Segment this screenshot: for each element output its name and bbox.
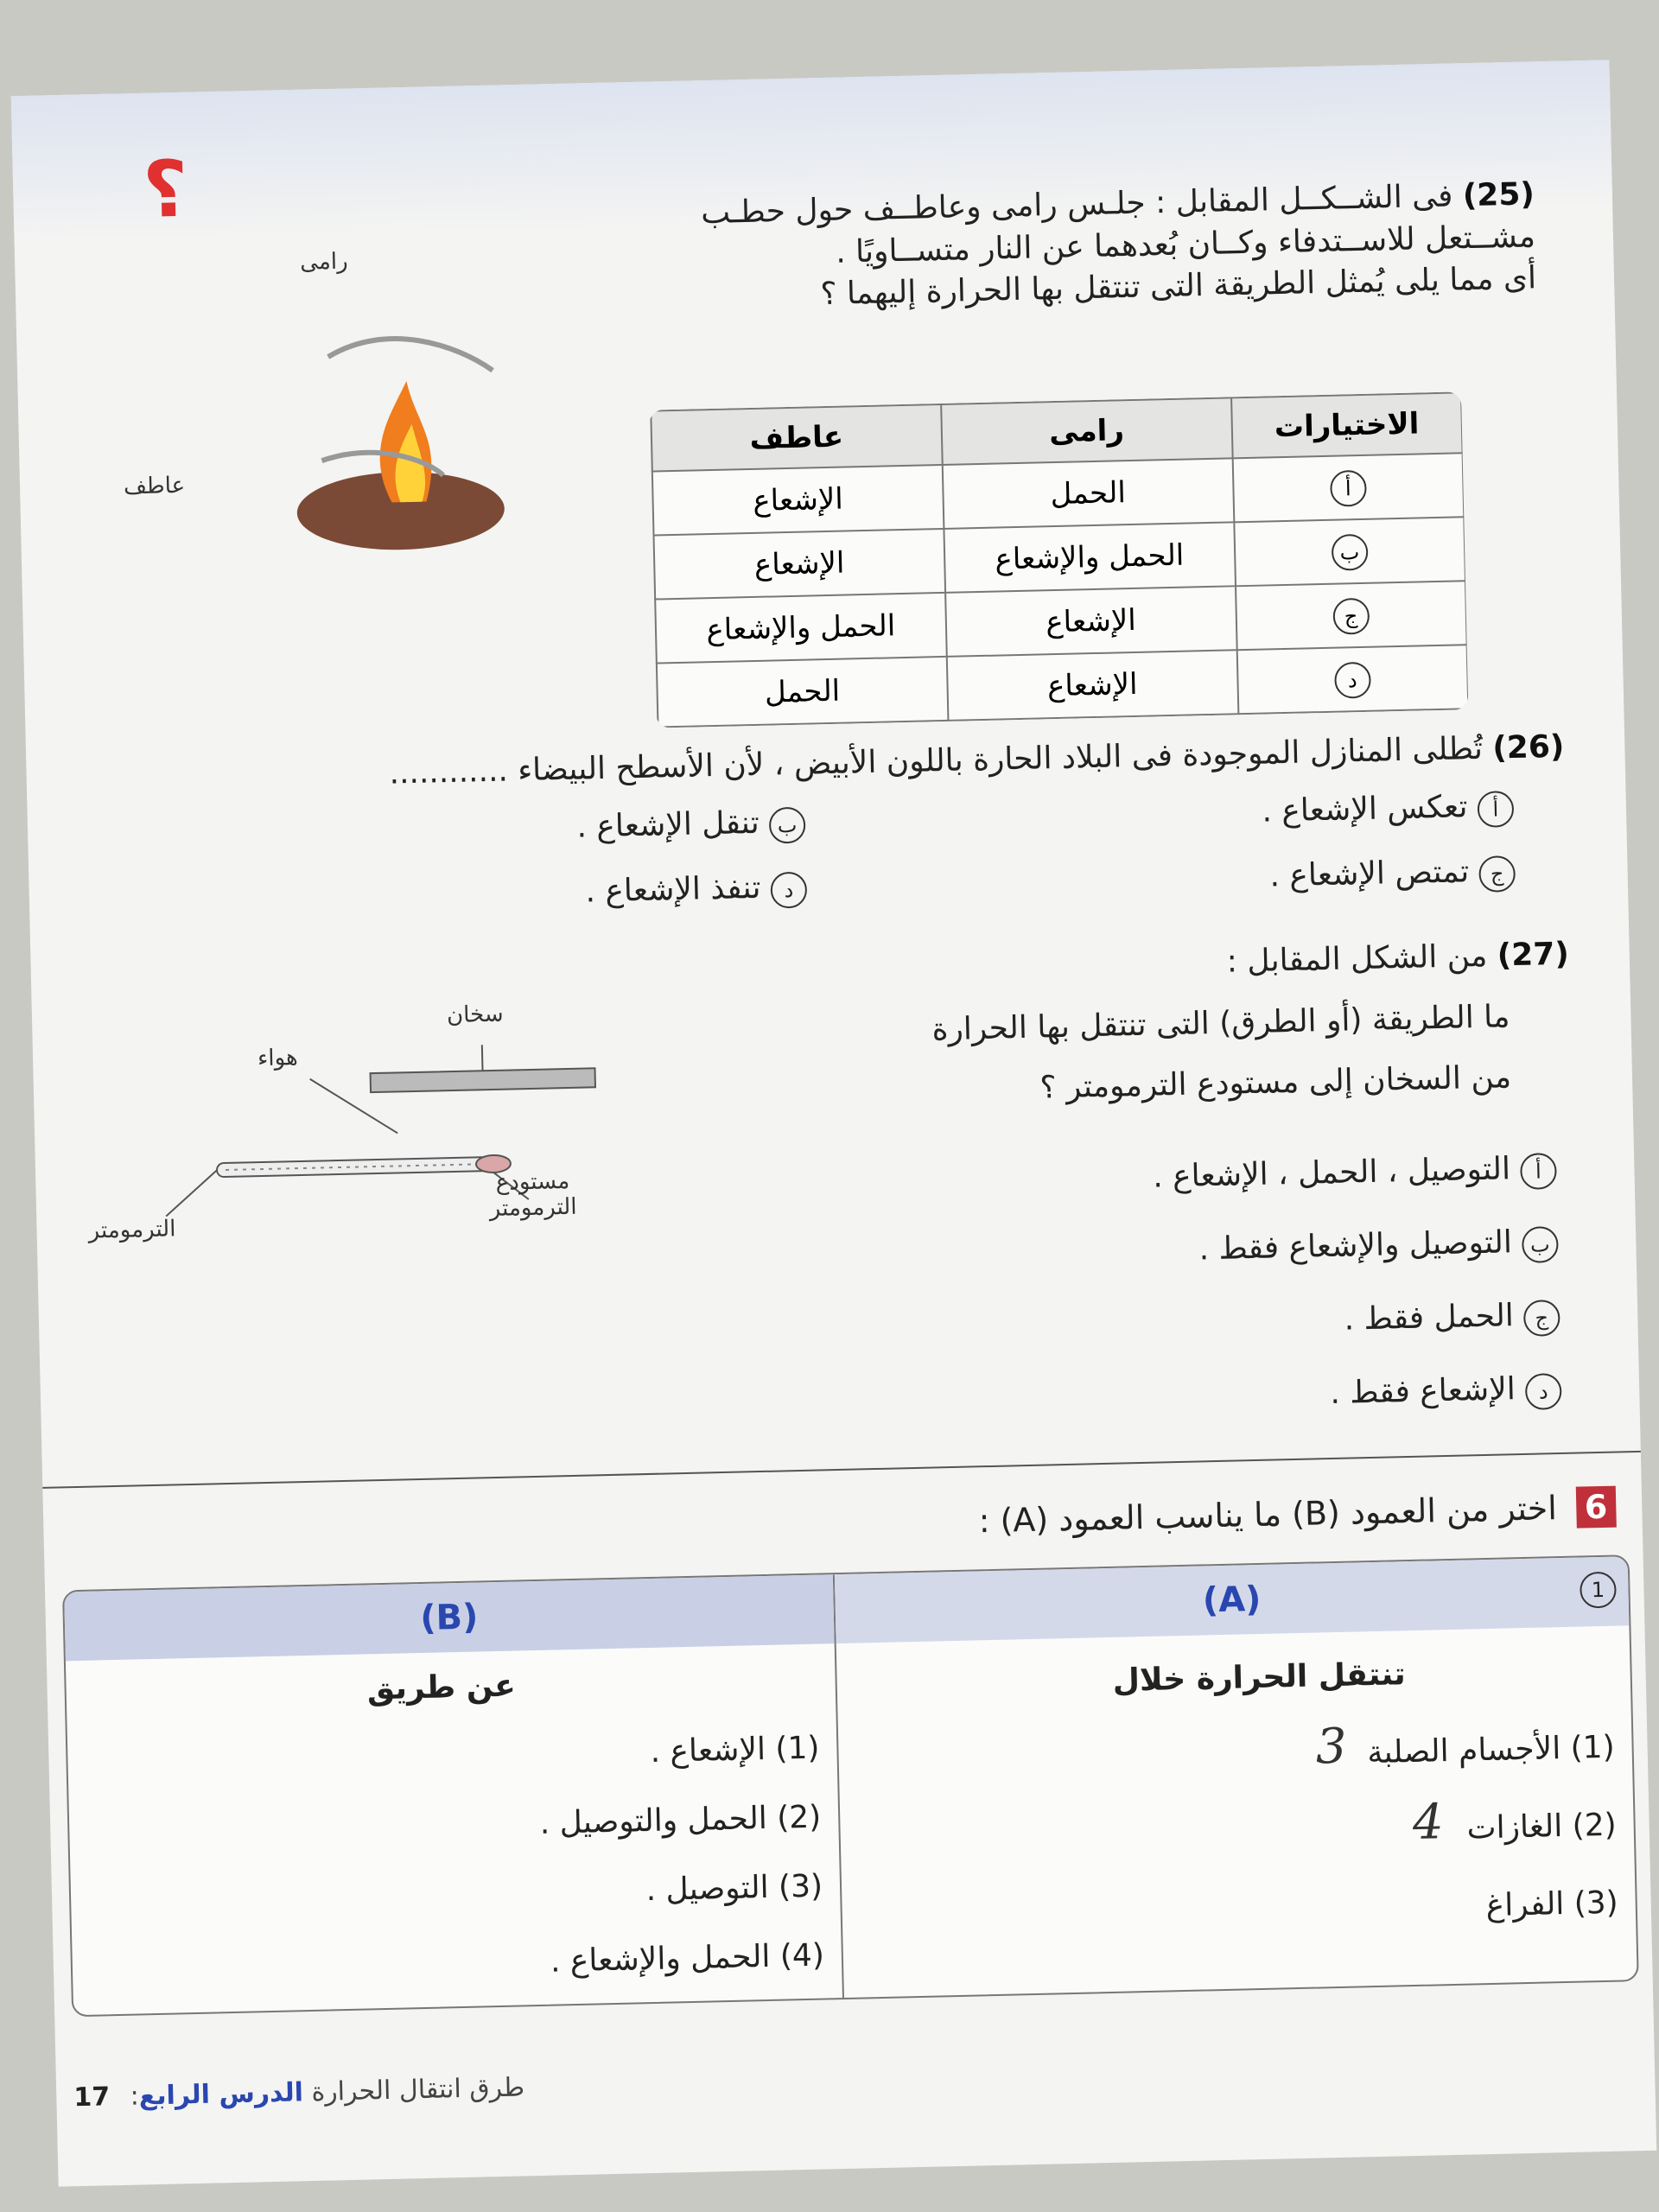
rami-label: رامى [299,248,348,276]
handwritten-answer: 4 [1412,1794,1445,1852]
option-c-marker[interactable]: ج [1523,1300,1560,1337]
q27-text [791,934,1572,1116]
option-text: الإشعاع فقط . [1329,1371,1516,1412]
choice-d-marker[interactable]: د [1334,662,1371,699]
q27-line2: ما الطريقة (أو الطرق) التى تنتقل بها الحرارة [931,998,1510,1047]
handwritten-answer: 3 [1315,1718,1348,1776]
bulb-label: مستودع الترمومتر [489,1167,577,1223]
q26-option-a[interactable] [1262,788,1514,833]
choice-b-marker[interactable]: ب [1331,534,1368,571]
option-text: تنقل الإشعاع . [576,804,760,845]
q27-option-c[interactable] [1344,1297,1560,1341]
option-text: تعكس الإشعاع . [1262,789,1468,830]
table-cell: الحمل [657,657,948,728]
column-a-item[interactable]: (2) الغازات [1466,1807,1618,1847]
q27-line3: من السخان إلى مستودع الترمومتر ؟ [1039,1059,1512,1106]
footer-topic: :طرق انتقال الحرارة [130,2072,525,2112]
option-a-marker[interactable]: أ [1477,791,1514,828]
column-b-stem: عن طريق [366,1668,517,1707]
q25-choices-table [649,391,1468,728]
q26-stem [354,727,1565,796]
option-a-marker[interactable]: أ [1520,1153,1557,1190]
option-d-marker[interactable]: د [1525,1373,1562,1410]
thermometer-label: الترمومتر [88,1216,176,1244]
column-b [64,1574,844,2015]
column-b-item[interactable]: (1) الإشعاع . [650,1730,820,1770]
section-badge: 6 [1575,1486,1617,1529]
q27-line1: من الشكل المقابل : [1226,938,1488,980]
column-a-stem: تنتقل الحرارة خلال [1112,1656,1407,1699]
table-header-choices: الاختيارات [1231,392,1463,458]
q26-option-d[interactable] [585,869,807,913]
column-b-header: (B) [64,1574,835,1661]
table-cell: الإشعاع [945,586,1236,657]
column-b-item[interactable]: (2) الحمل والتوصيل . [539,1799,822,1841]
heater-label: سخان [446,1001,504,1029]
table-cell: الإشعاع [947,650,1238,721]
q25-line2: مشــتعل للاســتدفاء وكــان بُعدهما عن النار متســاويًا . [835,218,1536,270]
column-a [835,1556,1637,1998]
column-a-item-number: 1 [1580,1569,1617,1609]
q27-number: (27) [1497,936,1570,974]
option-c-marker[interactable]: ج [1478,855,1516,893]
choice-c-marker[interactable]: ج [1332,598,1370,635]
matching-table [62,1554,1639,2017]
atef-label: عاطف [123,472,186,500]
table-cell: الحمل والإشعاع [655,593,946,664]
q26-option-c[interactable] [1269,853,1516,897]
option-text: تنفذ الإشعاع . [585,869,761,910]
option-text: الحمل فقط . [1344,1298,1515,1338]
column-a-item[interactable]: (1) الأجسام الصلبة [1366,1729,1616,1771]
option-text: تمتص الإشعاع . [1269,854,1470,894]
q26-number: (26) [1491,728,1565,766]
q25-number: (25) [1462,176,1535,214]
table-header-atef: عاطف [651,404,942,472]
section-divider [42,1451,1641,1489]
q26-option-b[interactable] [576,804,806,849]
q25-line1: فى الشــكــل المقابل : جلـس رامى وعاطــف حول حطـب [700,178,1453,232]
q27-option-a[interactable] [1153,1150,1557,1198]
column-b-item[interactable]: (3) التوصيل . [645,1868,823,1909]
question-mark-icon: ؟ [142,143,189,236]
air-label: هواء [257,1045,299,1072]
table-header-rami: رامى [941,397,1232,465]
table-cell: الإشعاع [654,529,945,600]
section6-title [978,1486,1617,1542]
table-cell: الحمل والإشعاع [944,522,1235,593]
option-b-marker[interactable]: ب [1522,1226,1559,1263]
choice-a-marker[interactable]: أ [1330,470,1367,507]
q27-option-d[interactable] [1330,1370,1562,1414]
option-text: التوصيل ، الحمل ، الإشعاع . [1152,1151,1511,1195]
option-b-marker[interactable]: ب [769,807,806,844]
table-cell: الإشعاع [652,465,944,536]
page-number: 17 [73,2082,111,2113]
q27-option-b[interactable] [1198,1224,1559,1270]
table-cell: الحمل [943,458,1234,529]
column-a-header: (A) [835,1556,1630,1643]
footer-lesson: الدرس الرابع [138,2077,304,2112]
campfire-figure [127,239,584,613]
column-a-item[interactable]: (3) الفراغ [1485,1885,1619,1924]
column-b-item[interactable]: (4) الحمل والإشعاع . [550,1937,825,1980]
q26-stem-text: تُطلى المنازل الموجودة فى البلاد الحارة باللون الأبيض ، لأن الأسطح البيضاء ............ [389,730,1484,791]
section6-title-text: اختر من العمود (B) ما يناسب العمود (A) : [978,1489,1558,1541]
option-text: التوصيل والإشعاع فقط . [1198,1224,1513,1268]
option-d-marker[interactable]: د [770,872,807,909]
q25-line3: أى مما يلى يُمثل الطريقة التى تنتقل بها الحرارة إليهما ؟ [820,260,1537,313]
worksheet-page [11,60,1656,2186]
page-footer [73,2072,524,2113]
q25-text [584,174,1537,321]
